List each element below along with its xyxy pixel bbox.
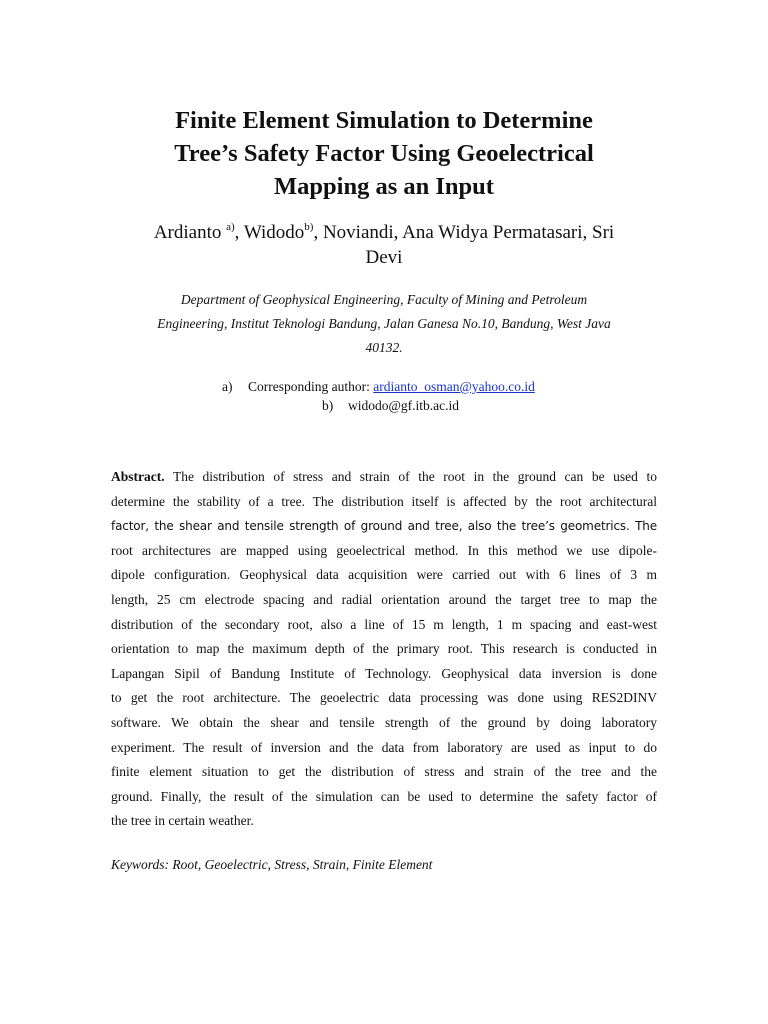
abstract <box>111 465 657 834</box>
second-author-email <box>322 397 459 415</box>
paper-title <box>90 104 678 203</box>
author-line <box>90 220 678 245</box>
abstract-line: the tree in certain weather. <box>111 813 254 829</box>
author-name: , Widodo <box>234 222 305 243</box>
corresponding-label: Corresponding author: <box>248 379 374 394</box>
abstract-line: ground. Finally, the result of the simulation can be used to determine the safety factor of <box>111 788 657 804</box>
abstract-line: experiment. The result of inversion and the data from laboratory are used as input to do <box>111 739 657 755</box>
abstract-line: length, 25 cm electrode spacing and radial orientation around the target tree to map the <box>111 591 657 607</box>
email-text: widodo@gf.itb.ac.id <box>348 398 460 413</box>
abstract-line: factor, the shear and tensile strength of ground and tree, also the tree’s geometrics. The <box>111 519 657 534</box>
author-affil-mark: a) <box>226 221 235 233</box>
abstract-line: to get the root architecture. The geoelectric data processing was done using RES2DINV <box>111 690 657 706</box>
abstract-line: root architectures are mapped using geoelectrical method. In this method we use dipole- <box>111 542 657 558</box>
title-line: Finite Element Simulation to Determine <box>175 107 593 134</box>
author-name: Ardianto <box>153 222 227 243</box>
affiliation-line: Department of Geophysical Engineering, Faculty of Mining and Petroleum <box>180 292 588 307</box>
abstract-line: finite element situation to get the distribution of stress and strain of the tree and the <box>111 764 657 780</box>
abstract-line: determine the stability of a tree. The distribution itself is affected by the root architectural <box>111 493 657 509</box>
author-affil-mark: b) <box>304 221 314 233</box>
author-names-rest: , Noviandi, Ana Widya Permatasari, Sri <box>313 222 615 243</box>
list-marker: b) <box>322 398 334 413</box>
list-marker: a) <box>222 379 233 394</box>
abstract-line: dipole configuration. Geophysical data acquisition were carried out with 6 lines of 3 m <box>111 567 657 583</box>
abstract-line <box>111 465 657 490</box>
keywords: Keywords: Root, Geoelectric, Stress, Strain, Finite Element <box>111 857 433 872</box>
title-line: Mapping as an Input <box>274 173 494 200</box>
corresponding-email-link[interactable]: ardianto_osman@yahoo.co.id <box>373 379 535 394</box>
author-line: Devi <box>365 247 403 268</box>
abstract-line: orientation to map the maximum depth of the primary root. This research is conducted in <box>111 641 657 657</box>
abstract-label: Abstract. <box>111 469 165 484</box>
corresponding-author <box>222 378 535 396</box>
abstract-line: software. We obtain the shear and tensile strength of the ground by doing laboratory <box>111 714 657 730</box>
abstract-line: distribution of the secondary root, also a line of 15 m length, 1 m spacing and east-west <box>111 616 657 632</box>
author-list <box>90 220 678 270</box>
affiliation-line: 40132. <box>365 340 403 355</box>
abstract-text: The distribution of stress and strain of the root in the ground can be used to <box>164 469 657 484</box>
abstract-line: Lapangan Sipil of Bandung Institute of Technology. Geophysical data inversion is done <box>111 665 657 681</box>
affiliation <box>100 288 668 360</box>
affiliation-line: Engineering, Institut Teknologi Bandung, Jalan Ganesa No.10, Bandung, West Java <box>157 316 611 331</box>
title-line: Tree’s Safety Factor Using Geoelectrical <box>174 140 594 167</box>
